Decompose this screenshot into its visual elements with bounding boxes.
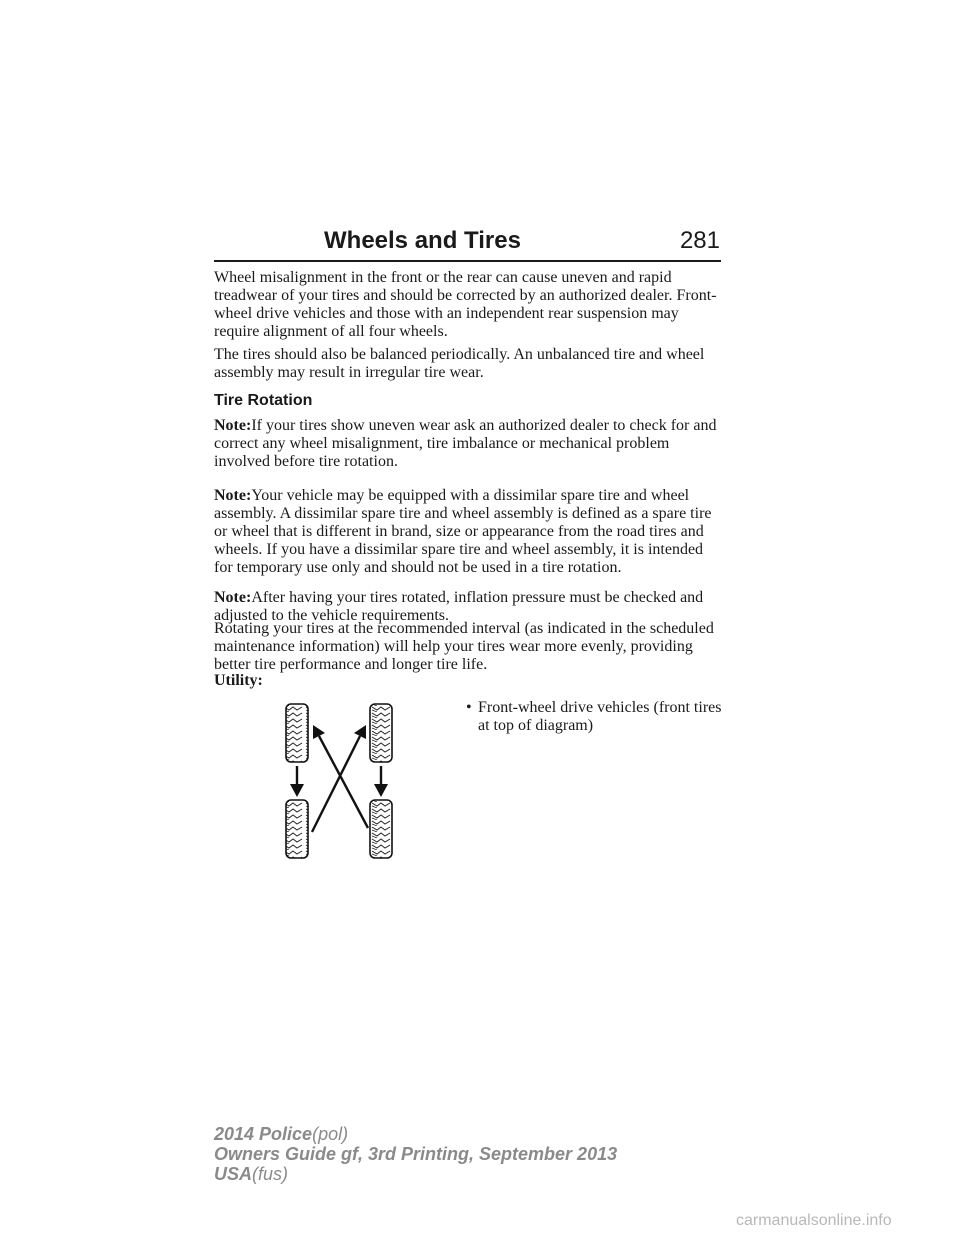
- page-title: Wheels and Tires: [324, 227, 521, 254]
- section-title-tire-rotation: Tire Rotation: [214, 392, 313, 409]
- paragraph-balance: The tires should also be balanced periodically. An unbalanced tire and wheel assembly may result in irregular tire wear.: [214, 346, 705, 381]
- tire-front-right-icon: [370, 704, 392, 762]
- footer-line-1: 2014 Police(pol): [214, 1124, 349, 1144]
- header-divider: [214, 260, 721, 262]
- note-label: Note:: [214, 589, 252, 606]
- footer-line-2: Owners Guide gf, 3rd Printing, September 2013: [214, 1144, 618, 1164]
- bullet-front-wheel-drive: [466, 699, 726, 735]
- arrow-down-left-icon: [290, 766, 304, 797]
- arrow-cross-to-front-right-icon: [312, 725, 366, 832]
- paragraph-misalignment: Wheel misalignment in the front or the rear can cause uneven and rapid treadwear of your tires and should be corrected by an authorized dealer. Front-wheel drive vehicles and those with an independent rear suspension may require alignment of all four wheels.: [214, 269, 717, 340]
- paragraph-rotation: Rotating your tires at the recommended interval (as indicated in the scheduled maintenance information) will help your tires wear more evenly, providing better tire performance and longer tire life.: [214, 620, 714, 673]
- page-number: 281: [679, 227, 720, 254]
- bullet-text: Front-wheel drive vehicles (front tires at top of diagram): [478, 699, 722, 734]
- note-text: After having your tires rotated, inflation pressure must be checked and adjusted to the vehicle requirements.: [214, 589, 704, 624]
- tire-rear-left-icon: [286, 800, 308, 858]
- tire-rotation-diagram: [282, 700, 402, 862]
- footer-line-3: USA(fus): [214, 1164, 289, 1184]
- note-text: Your vehicle may be equipped with a dissimilar spare tire and wheel assembly. A dissimilar spare tire and wheel assembly is defined as a spare tire or wheel that is different in brand, size or appearance from the road tires and wheels. If you have a dissimilar spare tire and wheel assembly, it is intended for temporary use only and should not be used in a tire rotation.: [214, 487, 712, 576]
- utility-label: Utility:: [214, 672, 263, 689]
- note-label: Note:: [214, 417, 252, 434]
- bullet-marker: •: [466, 699, 472, 716]
- note-2: [214, 487, 724, 577]
- note-1: [214, 417, 724, 471]
- arrow-down-right-icon: [374, 766, 388, 797]
- note-text: If your tires show uneven wear ask an authorized dealer to check for and correct any wheel misalignment, tire imbalance or mechanical problem involved before tire rotation.: [214, 417, 717, 470]
- watermark: carmanualsonline.info: [736, 1212, 892, 1229]
- tire-front-left-icon: [286, 704, 308, 762]
- tire-rear-right-icon: [370, 800, 392, 858]
- note-label: Note:: [214, 487, 252, 504]
- document-footer: [214, 1124, 617, 1184]
